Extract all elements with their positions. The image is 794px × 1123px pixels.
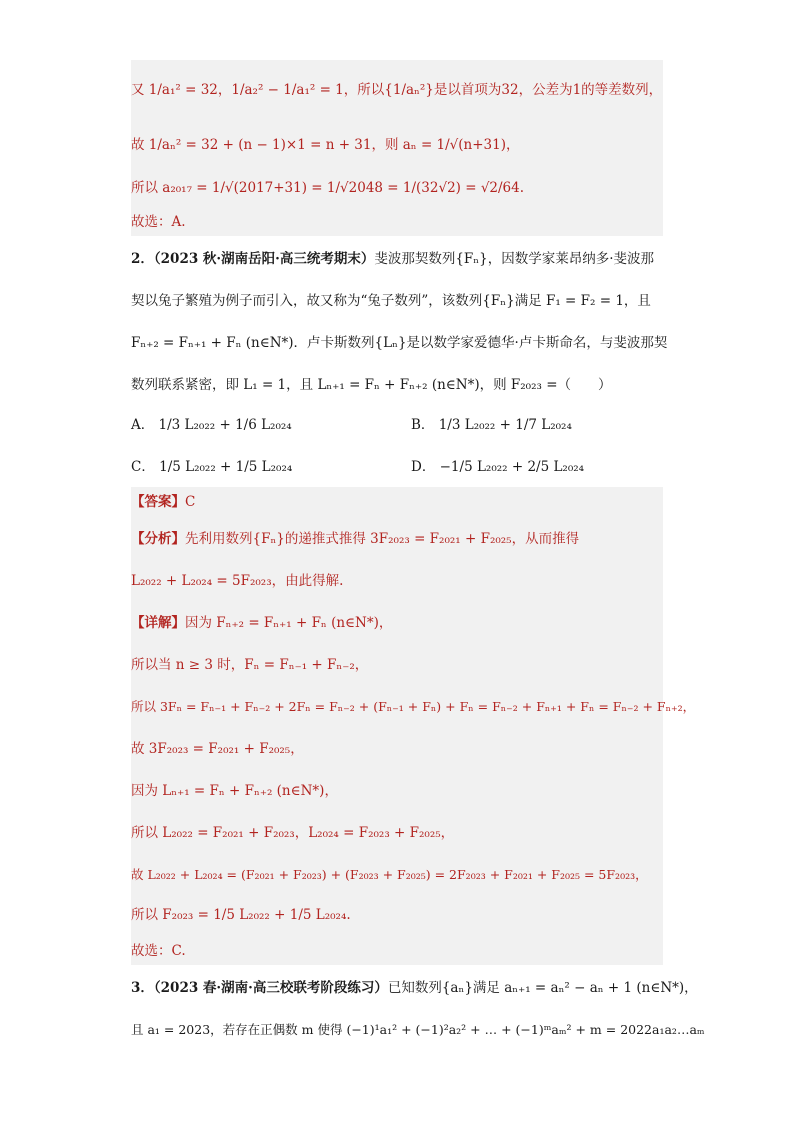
problem-3-header bbox=[131, 978, 698, 998]
prev-solution-line-4: 故选：A. bbox=[131, 214, 186, 230]
answer-label: 【答案】 bbox=[131, 494, 185, 510]
problem-3-source: （2023 春·湖南·高三校联考阶段练习） bbox=[153, 980, 388, 996]
analysis-label: 【分析】 bbox=[131, 531, 185, 547]
analysis-line-2: L₂₀₂₂ + L₂₀₂₄ = 5F₂₀₂₃，由此得解. bbox=[131, 573, 344, 589]
option-b[interactable]: B． 1/3 L₂₀₂₂ + 1/7 L₂₀₂₄ bbox=[411, 417, 572, 433]
problem-3-number: 3． bbox=[131, 980, 154, 996]
detail-line-1 bbox=[131, 613, 661, 633]
analysis-text-1: 先利用数列{Fₙ}的递推式推得 3F₂₀₂₃ = F₂₀₂₁ + F₂₀₂₅，从而推得 bbox=[185, 531, 580, 547]
solution-block bbox=[131, 487, 696, 965]
detail-line-2: 所以当 n ≥ 3 时，Fₙ = Fₙ₋₁ + Fₙ₋₂， bbox=[131, 657, 369, 673]
detail-line-6: 所以 L₂₀₂₂ = F₂₀₂₁ + F₂₀₂₃，L₂₀₂₄ = F₂₀₂₃ + F₂₀₂₅， bbox=[131, 825, 455, 841]
problem-2-stem-1: 斐波那契数列{Fₙ}，因数学家莱昂纳多·斐波那 bbox=[374, 251, 655, 267]
detail-label: 【详解】 bbox=[131, 615, 185, 631]
problem-2-stem-2: 契以兔子繁殖为例子而引入，故又称为“兔子数列”，该数列{Fₙ}满足 F₁ = F₂ = 1，且 bbox=[131, 293, 651, 309]
detail-line-5: 因为 Lₙ₊₁ = Fₙ + Fₙ₊₂ (n∈N*)， bbox=[131, 783, 338, 799]
problem-2-header bbox=[131, 249, 661, 269]
problem-2-source: （2023 秋·湖南岳阳·高三统考期末） bbox=[153, 251, 375, 267]
detail-line-4: 故 3F₂₀₂₃ = F₂₀₂₁ + F₂₀₂₅， bbox=[131, 741, 304, 757]
problem-3-stem-1: 已知数列{aₙ}满足 aₙ₊₁ = aₙ² − aₙ + 1 (n∈N*)， bbox=[387, 980, 698, 996]
prev-solution-line-3: 所以 a₂₀₁₇ = 1/√(2017+31) = 1/√2048 = 1/(32√2) = √2/64. bbox=[131, 180, 525, 196]
answer-value: C bbox=[185, 494, 196, 510]
detail-line-3: 所以 3Fₙ = Fₙ₋₁ + Fₙ₋₂ + 2Fₙ = Fₙ₋₂ + (Fₙ₋₁ + Fₙ) + Fₙ = Fₙ₋₂ + Fₙ₊₁ + Fₙ = Fₙ₋₂ + Fₙ₊₂， bbox=[131, 699, 696, 714]
prev-solution-line-1: 又 1/a₁² = 32，1/a₂² − 1/a₁² = 1，所以{1/aₙ²}是以首项为32，公差为1的等差数列， bbox=[131, 82, 663, 98]
problem-2-number: 2． bbox=[131, 251, 154, 267]
option-c[interactable]: C． 1/5 L₂₀₂₂ + 1/5 L₂₀₂₄ bbox=[131, 459, 293, 475]
problem-2-stem-3: Fₙ₊₂ = Fₙ₊₁ + Fₙ (n∈N*)．卢卡斯数列{Lₙ}是以数学家爱德华·卢卡斯命名，与斐波那契 bbox=[131, 335, 668, 351]
answer-line bbox=[131, 492, 661, 512]
option-a[interactable]: A． 1/3 L₂₀₂₂ + 1/6 L₂₀₂₄ bbox=[131, 417, 292, 433]
problem-3-stem-2: 且 a₁ = 2023，若存在正偶数 m 使得 (−1)¹a₁² + (−1)²a₂² + … + (−1)ᵐaₘ² + m = 2022a₁a₂…aₘ bbox=[131, 1022, 705, 1037]
detail-line-8: 所以 F₂₀₂₃ = 1/5 L₂₀₂₂ + 1/5 L₂₀₂₄. bbox=[131, 907, 351, 923]
detail-text-1: 因为 Fₙ₊₂ = Fₙ₊₁ + Fₙ (n∈N*)， bbox=[185, 615, 393, 631]
problem-2-stem-4: 数列联系紧密，即 L₁ = 1，且 Lₙ₊₁ = Fₙ + Fₙ₊₂ (n∈N*)，则 F₂₀₂₃ =（ ） bbox=[131, 377, 612, 393]
detail-line-9: 故选：C. bbox=[131, 943, 186, 959]
option-d[interactable]: D． −1/5 L₂₀₂₂ + 2/5 L₂₀₂₄ bbox=[411, 459, 585, 475]
analysis-line-1 bbox=[131, 529, 661, 549]
prev-solution-line-2: 故 1/aₙ² = 32 + (n − 1)×1 = n + 31，则 aₙ = 1/√(n+31)， bbox=[131, 137, 520, 153]
detail-line-7: 故 L₂₀₂₂ + L₂₀₂₄ = (F₂₀₂₁ + F₂₀₂₃) + (F₂₀₂₃ + F₂₀₂₅) = 2F₂₀₂₃ + F₂₀₂₁ + F₂₀₂₅ = 5F₂₀₂₃， bbox=[131, 867, 648, 882]
